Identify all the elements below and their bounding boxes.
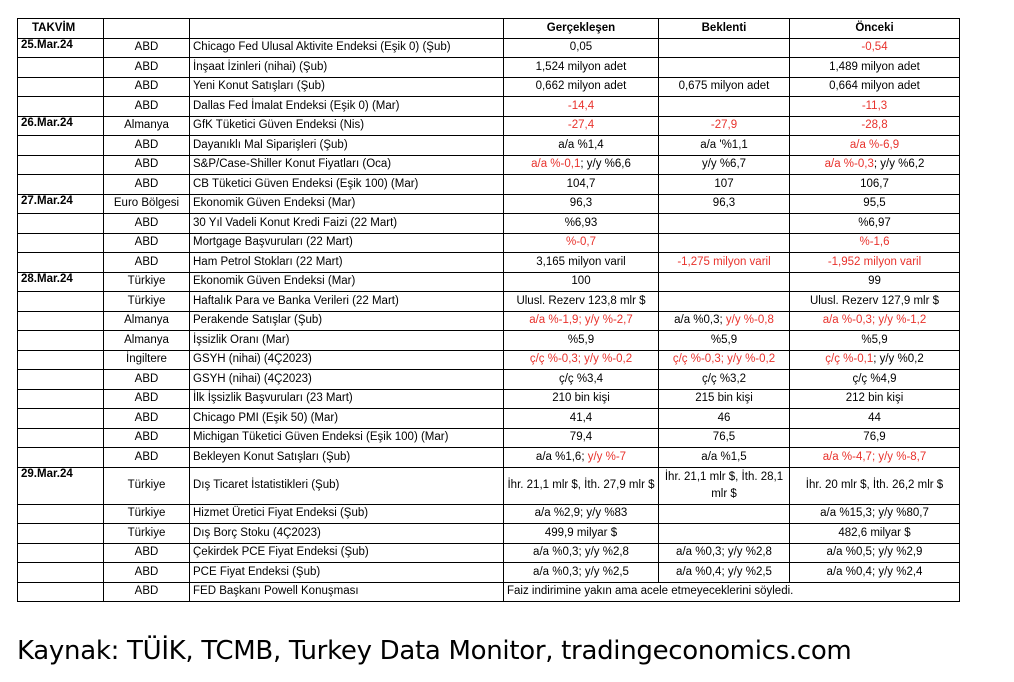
table-row bbox=[18, 448, 960, 468]
value-segment: ç/ç %-0,3; y/y %-0,2 bbox=[529, 353, 633, 366]
row-actual bbox=[504, 311, 659, 331]
value-segment: 41,4 bbox=[569, 411, 593, 424]
value-segment: 215 bin kişi bbox=[695, 392, 753, 405]
row-date bbox=[18, 504, 104, 524]
row-actual bbox=[504, 77, 659, 97]
value-segment: -1,275 milyon varil bbox=[677, 255, 771, 268]
row-previous bbox=[790, 467, 960, 504]
value-segment: Ulusl. Rezerv 127,9 mlr $ bbox=[809, 294, 940, 307]
row-actual bbox=[504, 504, 659, 524]
value-segment: 0,664 milyon adet bbox=[829, 80, 920, 93]
header-event bbox=[190, 19, 504, 39]
row-date: 25.Mar.24 bbox=[18, 38, 104, 58]
row-country: ABD bbox=[104, 582, 190, 602]
row-date bbox=[18, 409, 104, 429]
value-segment: 1,489 milyon adet bbox=[829, 60, 920, 73]
row-expected bbox=[659, 448, 790, 468]
row-event: Mortgage Başvuruları (22 Mart) bbox=[190, 233, 504, 253]
row-country: ABD bbox=[104, 448, 190, 468]
row-previous bbox=[790, 77, 960, 97]
row-previous bbox=[790, 116, 960, 136]
table-row bbox=[18, 311, 960, 331]
row-actual bbox=[504, 389, 659, 409]
value-segment: %6,97 bbox=[858, 216, 891, 229]
header-expected: Beklenti bbox=[659, 19, 790, 39]
row-actual bbox=[504, 563, 659, 583]
value-segment: %5,9 bbox=[861, 333, 888, 346]
value-segment: a/a '%1,1 bbox=[700, 138, 748, 151]
value-segment: %-0,7 bbox=[565, 236, 597, 249]
row-expected bbox=[659, 116, 790, 136]
value-segment: ; y/y %6,2 bbox=[873, 158, 925, 171]
row-country: ABD bbox=[104, 370, 190, 390]
row-date bbox=[18, 389, 104, 409]
value-segment: 95,5 bbox=[863, 197, 886, 210]
row-expected bbox=[659, 253, 790, 273]
row-country: Türkiye bbox=[104, 524, 190, 544]
table-row bbox=[18, 214, 960, 234]
table-row bbox=[18, 350, 960, 370]
row-date bbox=[18, 370, 104, 390]
row-date bbox=[18, 155, 104, 175]
row-event: Hizmet Üretici Fiyat Endeksi (Şub) bbox=[190, 504, 504, 524]
table-row bbox=[18, 582, 960, 602]
value-segment: a/a %-0,3; y/y %-1,2 bbox=[822, 314, 927, 327]
value-segment: 76,9 bbox=[863, 431, 886, 444]
row-previous bbox=[790, 448, 960, 468]
row-actual bbox=[504, 175, 659, 195]
value-segment: 1,524 milyon adet bbox=[535, 60, 627, 73]
row-date bbox=[18, 97, 104, 117]
row-previous bbox=[790, 194, 960, 214]
value-segment: a/a %-0,3 bbox=[824, 158, 874, 171]
value-segment: %6,93 bbox=[564, 216, 598, 229]
value-segment: 99 bbox=[868, 275, 881, 288]
value-segment: %-1,6 bbox=[859, 236, 890, 249]
value-segment: 212 bin kişi bbox=[845, 392, 904, 405]
row-date bbox=[18, 563, 104, 583]
value-segment: 96,3 bbox=[712, 197, 736, 210]
row-previous bbox=[790, 543, 960, 563]
row-previous bbox=[790, 233, 960, 253]
value-segment: ç/ç %-0,3; y/y %-0,2 bbox=[672, 353, 776, 366]
row-date bbox=[18, 524, 104, 544]
row-date bbox=[18, 311, 104, 331]
row-event: PCE Fiyat Endeksi (Şub) bbox=[190, 563, 504, 583]
table-row bbox=[18, 389, 960, 409]
row-event: S&P/Case-Shiller Konut Fiyatları (Oca) bbox=[190, 155, 504, 175]
row-country: Türkiye bbox=[104, 504, 190, 524]
row-previous bbox=[790, 311, 960, 331]
row-actual bbox=[504, 272, 659, 292]
value-segment: 104,7 bbox=[566, 177, 596, 190]
table-row bbox=[18, 38, 960, 58]
row-actual bbox=[504, 233, 659, 253]
table-row bbox=[18, 524, 960, 544]
row-previous bbox=[790, 428, 960, 448]
row-country: ABD bbox=[104, 38, 190, 58]
value-segment: a/a %-1,9; y/y %-2,7 bbox=[529, 314, 633, 327]
table-row bbox=[18, 272, 960, 292]
value-segment: ; y/y %6,6 bbox=[580, 158, 631, 171]
table-body bbox=[18, 38, 960, 602]
row-date: 26.Mar.24 bbox=[18, 116, 104, 136]
value-segment: a/a %15,3; y/y %80,7 bbox=[820, 507, 929, 520]
value-segment: ç/ç %4,9 bbox=[852, 372, 897, 385]
row-expected bbox=[659, 194, 790, 214]
row-country: ABD bbox=[104, 409, 190, 429]
row-expected bbox=[659, 504, 790, 524]
row-actual bbox=[504, 467, 659, 504]
value-segment: a/a %0,5; y/y %2,9 bbox=[826, 546, 923, 559]
row-expected bbox=[659, 311, 790, 331]
value-segment: -14,4 bbox=[567, 99, 595, 112]
row-actual bbox=[504, 253, 659, 273]
value-segment: a/a %2,9; y/y %83 bbox=[534, 507, 628, 520]
table-row bbox=[18, 504, 960, 524]
row-event: Ham Petrol Stokları (22 Mart) bbox=[190, 253, 504, 273]
header-date: TAKVİM bbox=[18, 19, 104, 39]
row-event: İnşaat İzinleri (nihai) (Şub) bbox=[190, 58, 504, 78]
value-segment: a/a %1,5 bbox=[701, 450, 747, 463]
value-segment: İhr. 21,1 mlr $, İth. 28,1 mlr $ bbox=[664, 470, 784, 500]
row-event: Haftalık Para ve Banka Verileri (22 Mart) bbox=[190, 292, 504, 312]
header-actual: Gerçekleşen bbox=[504, 19, 659, 39]
row-actual bbox=[504, 38, 659, 58]
economic-calendar-table bbox=[17, 18, 960, 602]
value-segment: a/a %-6,9 bbox=[849, 138, 900, 151]
value-segment: y/y %-0,8 bbox=[725, 314, 774, 327]
value-segment: a/a %0,3; bbox=[674, 314, 726, 327]
row-previous bbox=[790, 38, 960, 58]
row-event: Ekonomik Güven Endeksi (Mar) bbox=[190, 194, 504, 214]
row-date: 27.Mar.24 bbox=[18, 194, 104, 214]
value-segment: 3,165 milyon varil bbox=[536, 255, 626, 268]
row-event: Ekonomik Güven Endeksi (Mar) bbox=[190, 272, 504, 292]
row-event: İlk İşsizlik Başvuruları (23 Mart) bbox=[190, 389, 504, 409]
table-row bbox=[18, 194, 960, 214]
row-expected bbox=[659, 214, 790, 234]
row-expected bbox=[659, 136, 790, 156]
value-segment: 499,9 milyar $ bbox=[544, 526, 618, 539]
row-expected bbox=[659, 331, 790, 351]
row-previous bbox=[790, 370, 960, 390]
row-country: İngiltere bbox=[104, 350, 190, 370]
source-caption: Kaynak: TÜİK, TCMB, Turkey Data Monitor, tradingeconomics.com bbox=[17, 636, 852, 666]
table-row bbox=[18, 116, 960, 136]
row-country: Almanya bbox=[104, 331, 190, 351]
row-event: GSYH (nihai) (4Ç2023) bbox=[190, 350, 504, 370]
row-actual bbox=[504, 97, 659, 117]
table-row bbox=[18, 563, 960, 583]
row-expected bbox=[659, 467, 790, 504]
row-expected bbox=[659, 524, 790, 544]
row-country: Türkiye bbox=[104, 467, 190, 504]
value-segment: a/a %0,4; y/y %2,4 bbox=[826, 565, 923, 578]
row-event: Dallas Fed İmalat Endeksi (Eşik 0) (Mar) bbox=[190, 97, 504, 117]
value-segment: -27,9 bbox=[710, 119, 738, 132]
value-segment: 107 bbox=[714, 177, 734, 190]
row-previous bbox=[790, 175, 960, 195]
row-country: Almanya bbox=[104, 311, 190, 331]
row-expected bbox=[659, 543, 790, 563]
value-segment: a/a %1,4 bbox=[558, 138, 604, 151]
row-country: ABD bbox=[104, 563, 190, 583]
value-segment: ç/ç %3,4 bbox=[558, 372, 604, 385]
table-row bbox=[18, 175, 960, 195]
row-previous bbox=[790, 389, 960, 409]
row-event: Chicago PMI (Eşik 50) (Mar) bbox=[190, 409, 504, 429]
row-actual bbox=[504, 116, 659, 136]
row-date bbox=[18, 77, 104, 97]
value-segment: y/y %-7 bbox=[587, 450, 627, 463]
row-date bbox=[18, 543, 104, 563]
row-country: Almanya bbox=[104, 116, 190, 136]
value-segment: 0,662 milyon adet bbox=[535, 80, 627, 93]
value-segment: a/a %1,6; bbox=[535, 450, 588, 463]
row-event: İşsizlik Oranı (Mar) bbox=[190, 331, 504, 351]
row-date bbox=[18, 448, 104, 468]
value-segment: 210 bin kişi bbox=[552, 392, 610, 405]
row-date bbox=[18, 175, 104, 195]
row-country: ABD bbox=[104, 58, 190, 78]
value-segment: 106,7 bbox=[860, 177, 889, 190]
value-segment: -28,8 bbox=[861, 119, 888, 132]
value-segment: Ulusl. Rezerv 123,8 mlr $ bbox=[516, 294, 646, 307]
value-segment: 76,5 bbox=[712, 431, 736, 444]
value-segment: -11,3 bbox=[861, 99, 888, 112]
table-row bbox=[18, 409, 960, 429]
table-row bbox=[18, 155, 960, 175]
value-segment: 0,675 milyon adet bbox=[678, 80, 770, 93]
row-actual bbox=[504, 58, 659, 78]
value-segment: a/a %-0,1 bbox=[531, 158, 581, 171]
value-segment: 46 bbox=[717, 411, 731, 424]
row-event: FED Başkanı Powell Konuşması bbox=[190, 582, 504, 602]
row-event: CB Tüketici Güven Endeksi (Eşik 100) (Mar) bbox=[190, 175, 504, 195]
row-event: Chicago Fed Ulusal Aktivite Endeksi (Eşik 0) (Şub) bbox=[190, 38, 504, 58]
value-segment: -27,4 bbox=[567, 119, 595, 132]
row-country: ABD bbox=[104, 155, 190, 175]
row-expected bbox=[659, 389, 790, 409]
row-event: Perakende Satışlar (Şub) bbox=[190, 311, 504, 331]
header-previous: Önceki bbox=[790, 19, 960, 39]
value-segment: a/a %0,3; y/y %2,5 bbox=[533, 565, 629, 578]
row-expected bbox=[659, 409, 790, 429]
row-date bbox=[18, 292, 104, 312]
value-segment: a/a %0,4; y/y %2,5 bbox=[676, 565, 772, 578]
row-actual bbox=[504, 448, 659, 468]
row-country: ABD bbox=[104, 253, 190, 273]
row-event: Dış Borç Stoku (4Ç2023) bbox=[190, 524, 504, 544]
row-expected bbox=[659, 233, 790, 253]
value-segment: İhr. 21,1 mlr $, İth. 27,9 mlr $ bbox=[507, 479, 655, 492]
row-actual bbox=[504, 350, 659, 370]
row-date bbox=[18, 582, 104, 602]
row-date bbox=[18, 136, 104, 156]
row-country: ABD bbox=[104, 543, 190, 563]
row-note: Faiz indirimine yakın ama acele etmeyeceklerini söyledi. bbox=[504, 582, 960, 602]
row-previous bbox=[790, 155, 960, 175]
row-previous bbox=[790, 563, 960, 583]
row-country: ABD bbox=[104, 175, 190, 195]
value-segment: 0,05 bbox=[569, 41, 593, 54]
table-row bbox=[18, 58, 960, 78]
header-country bbox=[104, 19, 190, 39]
row-event: Yeni Konut Satışları (Şub) bbox=[190, 77, 504, 97]
value-segment: a/a %0,3; y/y %2,8 bbox=[676, 546, 772, 559]
table-row bbox=[18, 136, 960, 156]
value-segment: -0,54 bbox=[861, 41, 888, 54]
row-event: Bekleyen Konut Satışları (Şub) bbox=[190, 448, 504, 468]
row-actual bbox=[504, 214, 659, 234]
row-country: Türkiye bbox=[104, 292, 190, 312]
value-segment: y/y %6,7 bbox=[701, 158, 747, 171]
row-event: GSYH (nihai) (4Ç2023) bbox=[190, 370, 504, 390]
row-country: ABD bbox=[104, 97, 190, 117]
value-segment: 100 bbox=[571, 275, 591, 288]
row-actual bbox=[504, 155, 659, 175]
row-date bbox=[18, 253, 104, 273]
row-event: 30 Yıl Vadeli Konut Kredi Faizi (22 Mart) bbox=[190, 214, 504, 234]
table-row bbox=[18, 292, 960, 312]
row-expected bbox=[659, 175, 790, 195]
value-segment: -1,952 milyon varil bbox=[827, 255, 922, 268]
row-event: Dış Ticaret İstatistikleri (Şub) bbox=[190, 467, 504, 504]
row-previous bbox=[790, 504, 960, 524]
row-country: Euro Bölgesi bbox=[104, 194, 190, 214]
row-actual bbox=[504, 543, 659, 563]
row-expected bbox=[659, 563, 790, 583]
row-previous bbox=[790, 253, 960, 273]
row-expected bbox=[659, 77, 790, 97]
row-date: 29.Mar.24 bbox=[18, 467, 104, 504]
row-country: Türkiye bbox=[104, 272, 190, 292]
value-segment: 96,3 bbox=[569, 197, 593, 210]
row-actual bbox=[504, 428, 659, 448]
value-segment: ç/ç %3,2 bbox=[701, 372, 747, 385]
row-actual bbox=[504, 292, 659, 312]
row-country: ABD bbox=[104, 233, 190, 253]
row-expected bbox=[659, 428, 790, 448]
row-actual bbox=[504, 370, 659, 390]
value-segment: a/a %0,3; y/y %2,8 bbox=[533, 546, 629, 559]
row-date bbox=[18, 214, 104, 234]
row-date bbox=[18, 428, 104, 448]
row-expected bbox=[659, 38, 790, 58]
row-actual bbox=[504, 331, 659, 351]
row-expected bbox=[659, 155, 790, 175]
row-previous bbox=[790, 97, 960, 117]
row-date bbox=[18, 350, 104, 370]
table-row bbox=[18, 428, 960, 448]
row-previous bbox=[790, 136, 960, 156]
row-previous bbox=[790, 292, 960, 312]
table-row bbox=[18, 370, 960, 390]
value-segment: %5,9 bbox=[710, 333, 738, 346]
row-event: Michigan Tüketici Güven Endeksi (Eşik 100) (Mar) bbox=[190, 428, 504, 448]
table-row bbox=[18, 467, 960, 504]
row-previous bbox=[790, 409, 960, 429]
row-expected bbox=[659, 350, 790, 370]
row-country: ABD bbox=[104, 214, 190, 234]
row-event: GfK Tüketici Güven Endeksi (Nis) bbox=[190, 116, 504, 136]
table-row bbox=[18, 543, 960, 563]
row-previous bbox=[790, 350, 960, 370]
row-expected bbox=[659, 292, 790, 312]
row-date bbox=[18, 233, 104, 253]
table-row bbox=[18, 233, 960, 253]
table-row bbox=[18, 97, 960, 117]
value-segment: ç/ç %-0,1 bbox=[825, 353, 874, 366]
row-date bbox=[18, 58, 104, 78]
row-country: ABD bbox=[104, 77, 190, 97]
row-expected bbox=[659, 272, 790, 292]
value-segment: ; y/y %0,2 bbox=[873, 353, 924, 366]
row-date: 28.Mar.24 bbox=[18, 272, 104, 292]
row-actual bbox=[504, 136, 659, 156]
row-event: Çekirdek PCE Fiyat Endeksi (Şub) bbox=[190, 543, 504, 563]
row-previous bbox=[790, 524, 960, 544]
row-expected bbox=[659, 370, 790, 390]
row-previous bbox=[790, 58, 960, 78]
row-country: ABD bbox=[104, 389, 190, 409]
row-previous bbox=[790, 272, 960, 292]
row-actual bbox=[504, 409, 659, 429]
value-segment: 482,6 milyar $ bbox=[838, 526, 911, 539]
row-event: Dayanıklı Mal Siparişleri (Şub) bbox=[190, 136, 504, 156]
value-segment: a/a %-4,7; y/y %-8,7 bbox=[822, 450, 927, 463]
row-expected bbox=[659, 97, 790, 117]
row-date bbox=[18, 331, 104, 351]
row-previous bbox=[790, 214, 960, 234]
row-actual bbox=[504, 194, 659, 214]
row-actual bbox=[504, 524, 659, 544]
value-segment: %5,9 bbox=[567, 333, 595, 346]
table-row bbox=[18, 331, 960, 351]
row-previous bbox=[790, 331, 960, 351]
value-segment: 79,4 bbox=[569, 431, 593, 444]
table-header-row bbox=[18, 19, 960, 39]
row-expected bbox=[659, 58, 790, 78]
value-segment: İhr. 20 mlr $, İth. 26,2 mlr $ bbox=[805, 479, 944, 492]
row-country: ABD bbox=[104, 428, 190, 448]
row-country: ABD bbox=[104, 136, 190, 156]
table-row bbox=[18, 253, 960, 273]
value-segment: 44 bbox=[868, 411, 881, 424]
table-row bbox=[18, 77, 960, 97]
